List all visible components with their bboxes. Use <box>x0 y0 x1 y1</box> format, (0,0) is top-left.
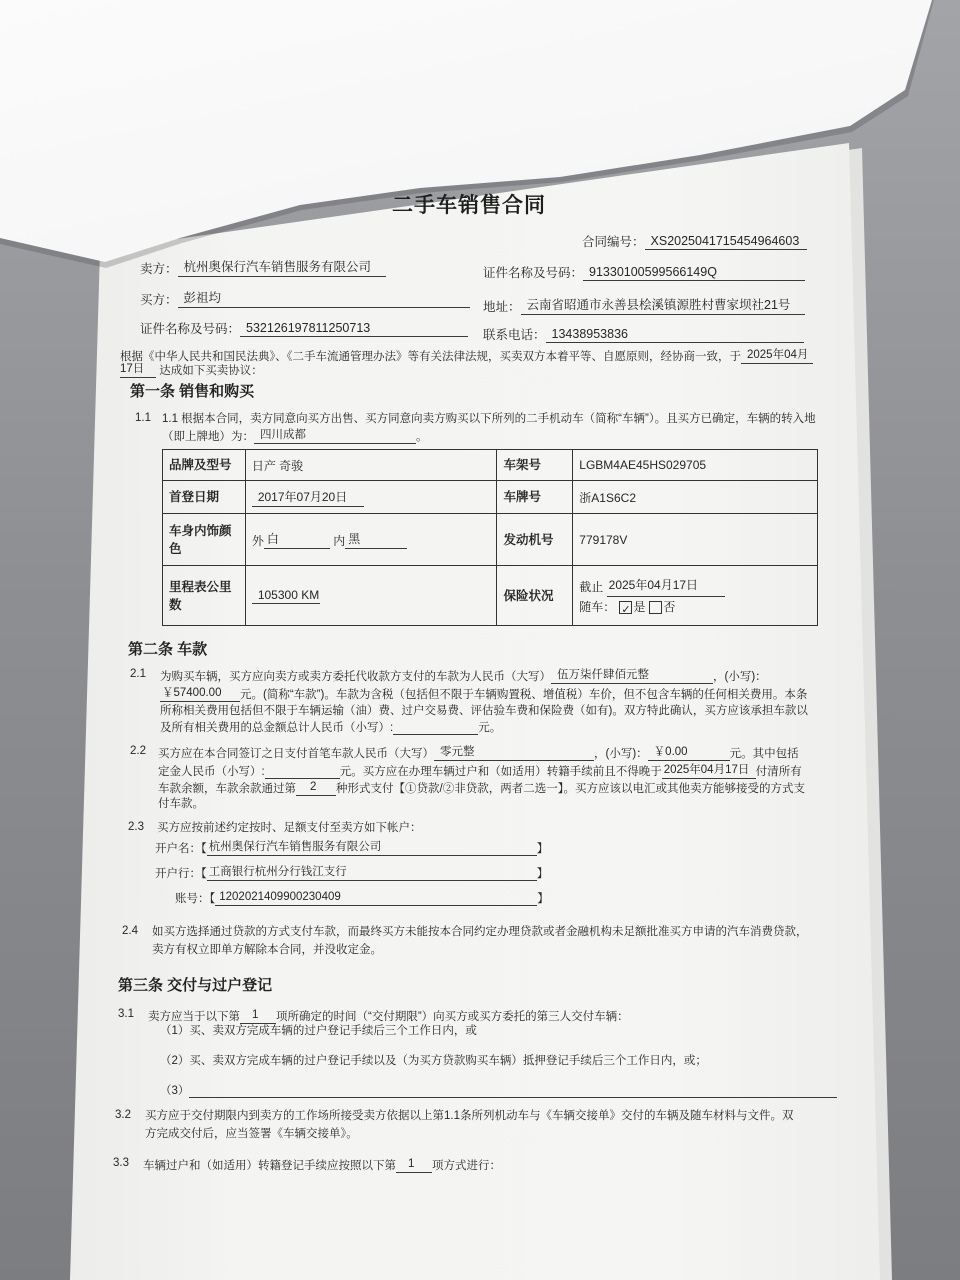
clause-number: 3.2 <box>115 1109 131 1121</box>
engine-value: 779178V <box>573 514 818 566</box>
delivery-option-value: 1 <box>240 1008 276 1024</box>
table-row <box>163 566 818 626</box>
with-car-yes-label: 是 <box>633 599 646 614</box>
clause-end-mark: 。 <box>416 431 428 443</box>
clause-text: ，(小写)： <box>594 748 648 760</box>
delivery-option-3 <box>160 1076 837 1098</box>
seller-id-label: 证件名称及号码： <box>483 266 584 280</box>
seller-field <box>140 257 386 277</box>
clause-2-2-line-1 <box>158 745 799 761</box>
clause-text: 元。其中包括 <box>729 748 799 760</box>
account-number-row <box>175 890 549 906</box>
closing-bracket: 】 <box>537 893 549 905</box>
closing-bracket: 】 <box>536 843 549 855</box>
registration-place-label: （即上牌地）为： <box>162 431 254 443</box>
delivery-option-3-blank <box>189 1076 837 1098</box>
clause-text: 项方式进行： <box>432 1160 501 1172</box>
registration-date-label: 首登日期 <box>163 481 246 514</box>
clause-number: 2.3 <box>128 821 144 833</box>
plate-label: 车牌号 <box>497 481 573 514</box>
account-name-row <box>155 840 548 856</box>
registration-date-cell <box>245 481 497 514</box>
buyer-id-label: 证件名称及号码： <box>140 322 241 336</box>
payment-due-date-value: 2025年04月17日 <box>662 763 756 779</box>
mileage-label: 里程表公里数 <box>163 566 246 626</box>
bank-label: 开户行：【 <box>155 868 207 880</box>
insurance-cell <box>573 566 818 626</box>
phone-value: 13438953836 <box>546 327 804 343</box>
contract-number <box>582 232 807 250</box>
with-car-label: 随车： <box>579 599 616 614</box>
clause-3-2-line-1: 买方应于交付期限内到卖方的工作场所接受卖方依据以上第1.1条所列机动车与《车辆交接单》交付的车辆及随车材料与文件。双 <box>145 1110 794 1122</box>
address-field <box>483 295 805 315</box>
phone-field <box>483 325 804 343</box>
interior-color-value: 黑 <box>345 530 407 549</box>
payment-method-value: 2 <box>296 780 336 796</box>
down-payment-uppercase-value: 零元整 <box>434 745 594 761</box>
clause-text: 元。买方应在办理车辆过户和（如适用）转籍手续前且不得晚于 <box>339 766 662 778</box>
color-label: 车身内饰颜色 <box>163 514 246 566</box>
clause-2-4-line-2: 卖方有权立即单方解除本合同，并没收定金。 <box>152 944 382 956</box>
clause-text: 项所确定的时间（“交付期限”）向买方或买方委托的第三人交付车辆： <box>276 1011 629 1023</box>
with-car-no-label: 否 <box>663 599 676 614</box>
clause-1-1-line-1: 1.1 根据本合同，卖方同意向买方出售、买方同意向卖方购买以下所列的二手机动车（简称“车辆”）。且买方已确定，车辆的转入地 <box>162 413 816 425</box>
table-row <box>163 450 818 481</box>
buyer-field <box>140 288 470 308</box>
seller-id-field <box>483 263 805 281</box>
registration-date-value: 2017年07月20日 <box>252 488 364 507</box>
clause-2-2-line-3 <box>158 780 805 796</box>
contract-title: 二手车销售合同 <box>392 194 546 217</box>
interior-label: 内 <box>333 534 346 548</box>
clause-2-1-line-3: 所称相关费用包括但不限于车辆运输（油）费、过户交易费、评估验车费和保险费（如有)。双方特此确认，买方应该承担车款以 <box>160 705 808 717</box>
mileage-unit: KM <box>301 587 320 602</box>
account-number-value: 1202021409900230409 <box>215 890 537 906</box>
section-1-heading: 第一条 销售和购买 <box>130 383 255 400</box>
clause-3-2-line-2: 方完成交付后，应当签署《车辆交接单》。 <box>145 1128 358 1140</box>
insurance-until-label: 截止 <box>579 579 604 594</box>
clause-2-4-line-1: 如买方选择通过贷款的方式支付车款，而最终买方未能按本合同约定办理贷款或者金融机构未足额批准买方申请的汽车消费贷款， <box>152 926 808 938</box>
clause-number: 2.4 <box>122 925 138 937</box>
preamble-text-end: 达成如下买卖协议： <box>159 365 263 377</box>
color-cell <box>245 514 497 566</box>
preamble-line-2 <box>120 362 263 378</box>
clause-2-3-line-1: 买方应按前述约定按时、足额支付至卖方如下帐户： <box>157 822 422 834</box>
clause-2-2-line-4: 付车款。 <box>158 798 204 810</box>
clause-text: 买方应在本合同签订之日支付首笔车款人民币（大写） <box>158 748 434 760</box>
delivery-option-2: （2）买、卖双方完成车辆的过户登记手续以及（为买方贷款购买车辆）抵押登记手续后三个工作日内，或； <box>160 1055 707 1067</box>
deposit-blank <box>265 765 340 779</box>
seller-value: 杭州奥保行汽车销售服务有限公司 <box>178 257 386 277</box>
with-car-row <box>579 597 811 617</box>
clause-2-2-line-2 <box>158 763 802 779</box>
exterior-color-value: 白 <box>264 530 330 549</box>
address-value: 云南省昭通市永善县桧溪镇源胜村曹家坝社21号 <box>521 295 805 315</box>
price-uppercase-value: 伍万柒仟肆佰元整 <box>551 668 713 684</box>
clause-text: 卖方应当于以下第 <box>148 1011 240 1023</box>
exterior-label: 外 <box>251 534 264 548</box>
engine-label: 发动机号 <box>497 514 573 566</box>
agreement-date-part-2: 17日 <box>120 362 156 378</box>
brand-label: 品牌及型号 <box>163 450 246 481</box>
account-number-label: 账号：【 <box>175 893 216 905</box>
option-number: （3） <box>160 1085 190 1097</box>
clause-3-3-line-1 <box>143 1157 501 1173</box>
clause-text: 为购买车辆，买方应向卖方或卖方委托代收款方支付的车款为人民币（大写） <box>160 671 551 683</box>
clause-2-1-line-4 <box>160 721 501 735</box>
checkbox-empty-icon <box>649 601 662 614</box>
transfer-option-value: 1 <box>396 1157 432 1173</box>
clause-text: 及所有相关费用的总金额总计人民币（小写）: <box>160 722 394 734</box>
buyer-id-field <box>140 319 468 337</box>
section-3-heading: 第三条 交付与过户登记 <box>118 977 273 994</box>
clause-text: ，(小写)： <box>713 671 767 683</box>
mileage-value <box>252 588 320 604</box>
clause-number: 2.2 <box>130 745 146 757</box>
insurance-label: 保险状况 <box>497 566 573 626</box>
vin-value: LGBM4AE45HS029705 <box>573 450 818 481</box>
address-label: 地址： <box>483 300 521 314</box>
plate-value: 浙A1S6C2 <box>573 481 818 514</box>
clause-1-1-line-2 <box>162 428 428 444</box>
clause-text: 元。(简称“车款”)。车款为含税（包括但不限于车辆购置税、增值税）车价，但不包含车辆的任何相关费用。本条 <box>240 689 808 701</box>
clause-text: 付清所有 <box>755 766 802 778</box>
section-2-heading: 第二条 车款 <box>128 641 208 658</box>
mileage-cell <box>245 566 497 626</box>
buyer-value: 彭祖均 <box>178 288 470 308</box>
table-row <box>163 514 818 566</box>
seller-label: 卖方： <box>140 262 178 276</box>
vin-label: 车架号 <box>497 450 573 481</box>
buyer-label: 买方： <box>140 293 178 307</box>
phone-label: 联系电话： <box>483 328 546 342</box>
contract-number-value: XS2025041715454964603 <box>645 234 807 250</box>
price-lowercase-value: ￥57400.00 <box>160 686 240 702</box>
clause-number: 3.1 <box>118 1008 134 1020</box>
clause-2-1-line-2 <box>160 686 807 702</box>
checkbox-checked-icon <box>619 601 632 614</box>
bank-value: 工商银行杭州分行钱江支行 <box>207 865 537 881</box>
clause-text: 种形式支付【①贷款/②非贷款，两者二选一】。买方应该以电汇或其他卖方能够接受的方式支 <box>336 783 805 795</box>
clause-number: 2.1 <box>130 668 146 680</box>
total-amount-blank <box>393 721 478 735</box>
buyer-id-value: 532126197811250713 <box>240 321 468 337</box>
account-name-label: 开户名：【 <box>155 843 207 855</box>
brand-value: 日产 奇骏 <box>245 450 497 481</box>
table-row <box>163 481 818 514</box>
agreement-date-part-1: 2025年04月 <box>741 348 813 364</box>
delivery-option-1: （1）买、卖双方完成车辆的过户登记手续后三个工作日内，或 <box>160 1025 477 1037</box>
insurance-until-row <box>579 575 811 597</box>
clause-text: 车辆过户和（如适用）转籍登记手续应按照以下第 <box>143 1160 396 1172</box>
clause-text: 定金人民币（小写）: <box>158 766 265 778</box>
registration-place-value: 四川成都 <box>254 428 416 444</box>
seller-id-value: 91330100599566149Q <box>583 265 805 281</box>
clause-number: 3.3 <box>113 1157 129 1169</box>
down-payment-lowercase-value: ￥0.00 <box>648 745 730 761</box>
contract-number-label: 合同编号： <box>582 235 645 249</box>
preamble-text: 根据《中华人民共和国民法典》、《二手车流通管理办法》等有关法律法规，买卖双方本着平等、自愿原则，经协商一致，于 <box>120 351 741 363</box>
clause-3-1-line-1 <box>148 1008 629 1024</box>
closing-bracket: 】 <box>536 868 549 880</box>
clause-2-1-line-1 <box>160 668 767 684</box>
vehicle-info-table <box>162 449 818 626</box>
clause-number: 1.1 <box>135 412 151 424</box>
clause-text: 车款余额，车款余款通过第 <box>158 783 296 795</box>
bank-row <box>155 865 548 881</box>
insurance-until-value: 2025年04月17日 <box>607 575 725 597</box>
mileage-number: 105300 <box>257 587 298 602</box>
account-name-value: 杭州奥保行汽车销售服务有限公司 <box>207 840 537 856</box>
clause-text: 元。 <box>478 722 502 734</box>
